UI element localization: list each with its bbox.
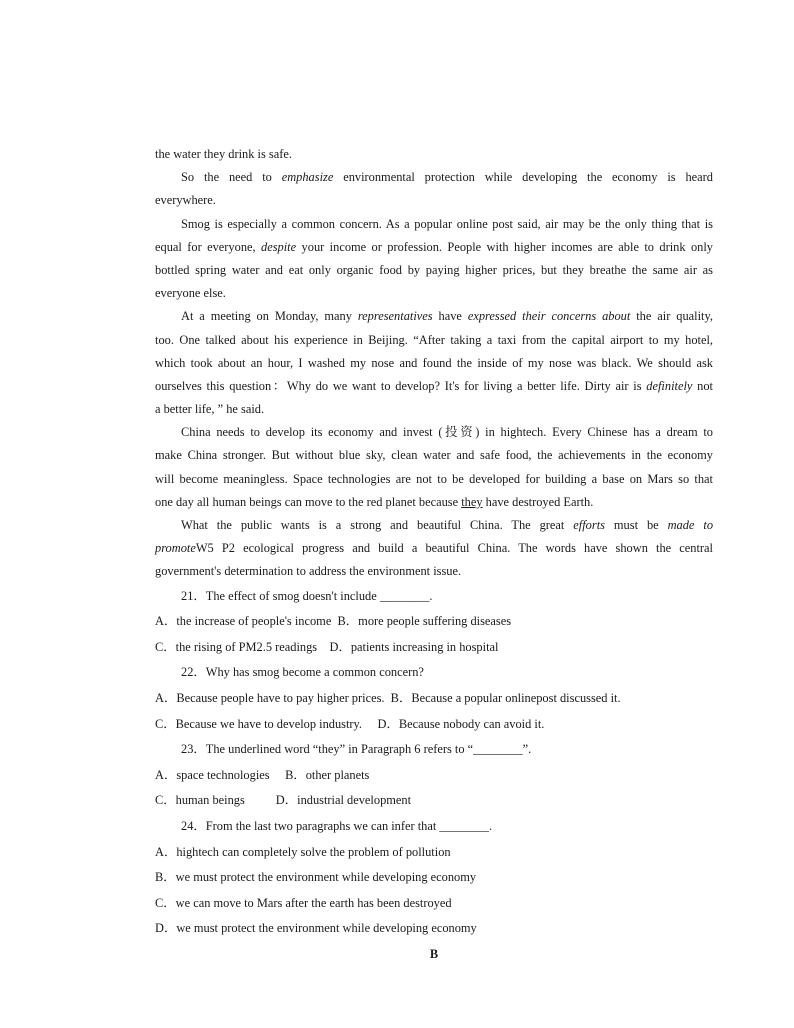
emphasized-word: emphasize [281, 170, 334, 185]
passage-line: government's determination to address the environment issue. [155, 564, 462, 579]
passage-line: everyone else. [155, 286, 226, 301]
emphasized-word: definitely [646, 378, 693, 393]
emphasized-phrase: expressed their concerns about [467, 309, 631, 324]
passage-line: China needs to develop its economy and invest (投资) in hightech. Every Chinese has a dream to [181, 425, 713, 440]
answer-options: C．the rising of PM2.5 readings D．patients increasing in hospital [155, 639, 499, 654]
passage-line: equal for everyone, despite your income or profession. People with higher incomes are able to drink only [155, 239, 714, 254]
passage-line: will become meaningless. Space technologies are not to be developed for building a base on Mars so that [155, 471, 713, 486]
answer-option: D．we must protect the environment while developing economy [155, 921, 477, 936]
passage-line: the water they drink is safe. [155, 147, 292, 161]
passage-line: a better life, ” he said. [155, 402, 265, 417]
question-stem: 23．The underlined word “they” in Paragraph 6 refers to “________”. [181, 742, 532, 757]
passage-line: promoteW5 P2 ecological progress and build a beautiful China. The words have shown the central [155, 541, 713, 556]
source-mark: W5 P2 [195, 541, 235, 556]
answer-options: A．Because people have to pay higher prices. B．Because a popular onlinepost discussed it. [155, 690, 621, 705]
emphasized-word: promote [155, 541, 196, 556]
passage-line: So the need to emphasize environmental protection while developing the economy is heard [181, 170, 713, 185]
question-stem: 21．The effect of smog doesn't include ________. [181, 588, 433, 603]
answer-option: C．we can move to Mars after the earth has been destroyed [155, 895, 452, 910]
document-page [155, 143, 713, 967]
passage-line: ourselves this question：Why do we want to develop? It's for living a better life. Dirty air is definitely not [155, 378, 713, 393]
emphasized-word: representatives [357, 309, 433, 324]
passage-line: Smog is especially a common concern. As a popular online post said, air may be the only thing that is [181, 216, 713, 231]
passage-line: one day all human beings can move to the red planet because they have destroyed Earth. [155, 494, 594, 509]
answer-options: C．Because we have to develop industry. D．Because nobody can avoid it. [155, 716, 545, 731]
question-stem: 24．From the last two paragraphs we can infer that ________. [181, 818, 493, 833]
passage-line: everywhere. [155, 193, 216, 208]
emphasized-phrase: made to [667, 518, 714, 532]
passage-line: make China stronger. But without blue sky, clean water and safe food, the achievements in the economy [155, 448, 713, 463]
answer-option: B．we must protect the environment while developing economy [155, 870, 477, 885]
passage-line: bottled spring water and eat only organic food by paying higher prices, but they breathe the same air as [155, 262, 713, 277]
question-stem: 22．Why has smog become a common concern? [181, 665, 424, 680]
passage-line: too. One talked about his experience in Beijing. “After taking a taxi from the capital airport to my hotel, [155, 332, 713, 347]
passage-line: which took about an hour, I washed my nose and found the inside of my nose was black. We should ask [155, 355, 713, 370]
section-label: B [429, 946, 439, 961]
answer-option: A．hightech can completely solve the problem of pollution [155, 844, 451, 859]
answer-options: C．human beings D．industrial development [155, 793, 412, 808]
passage-line: What the public wants is a strong and beautiful China. The great efforts must be made to [181, 518, 714, 532]
passage-line: At a meeting on Monday, many representatives have expressed their concerns about the air quality, [181, 309, 713, 324]
emphasized-word: efforts [573, 518, 605, 532]
emphasized-word: despite [261, 239, 297, 254]
answer-options: A．space technologies B．other planets [155, 767, 370, 782]
underlined-word: they [461, 494, 483, 509]
answer-options: A．the increase of people's income B．more people suffering diseases [155, 614, 512, 629]
